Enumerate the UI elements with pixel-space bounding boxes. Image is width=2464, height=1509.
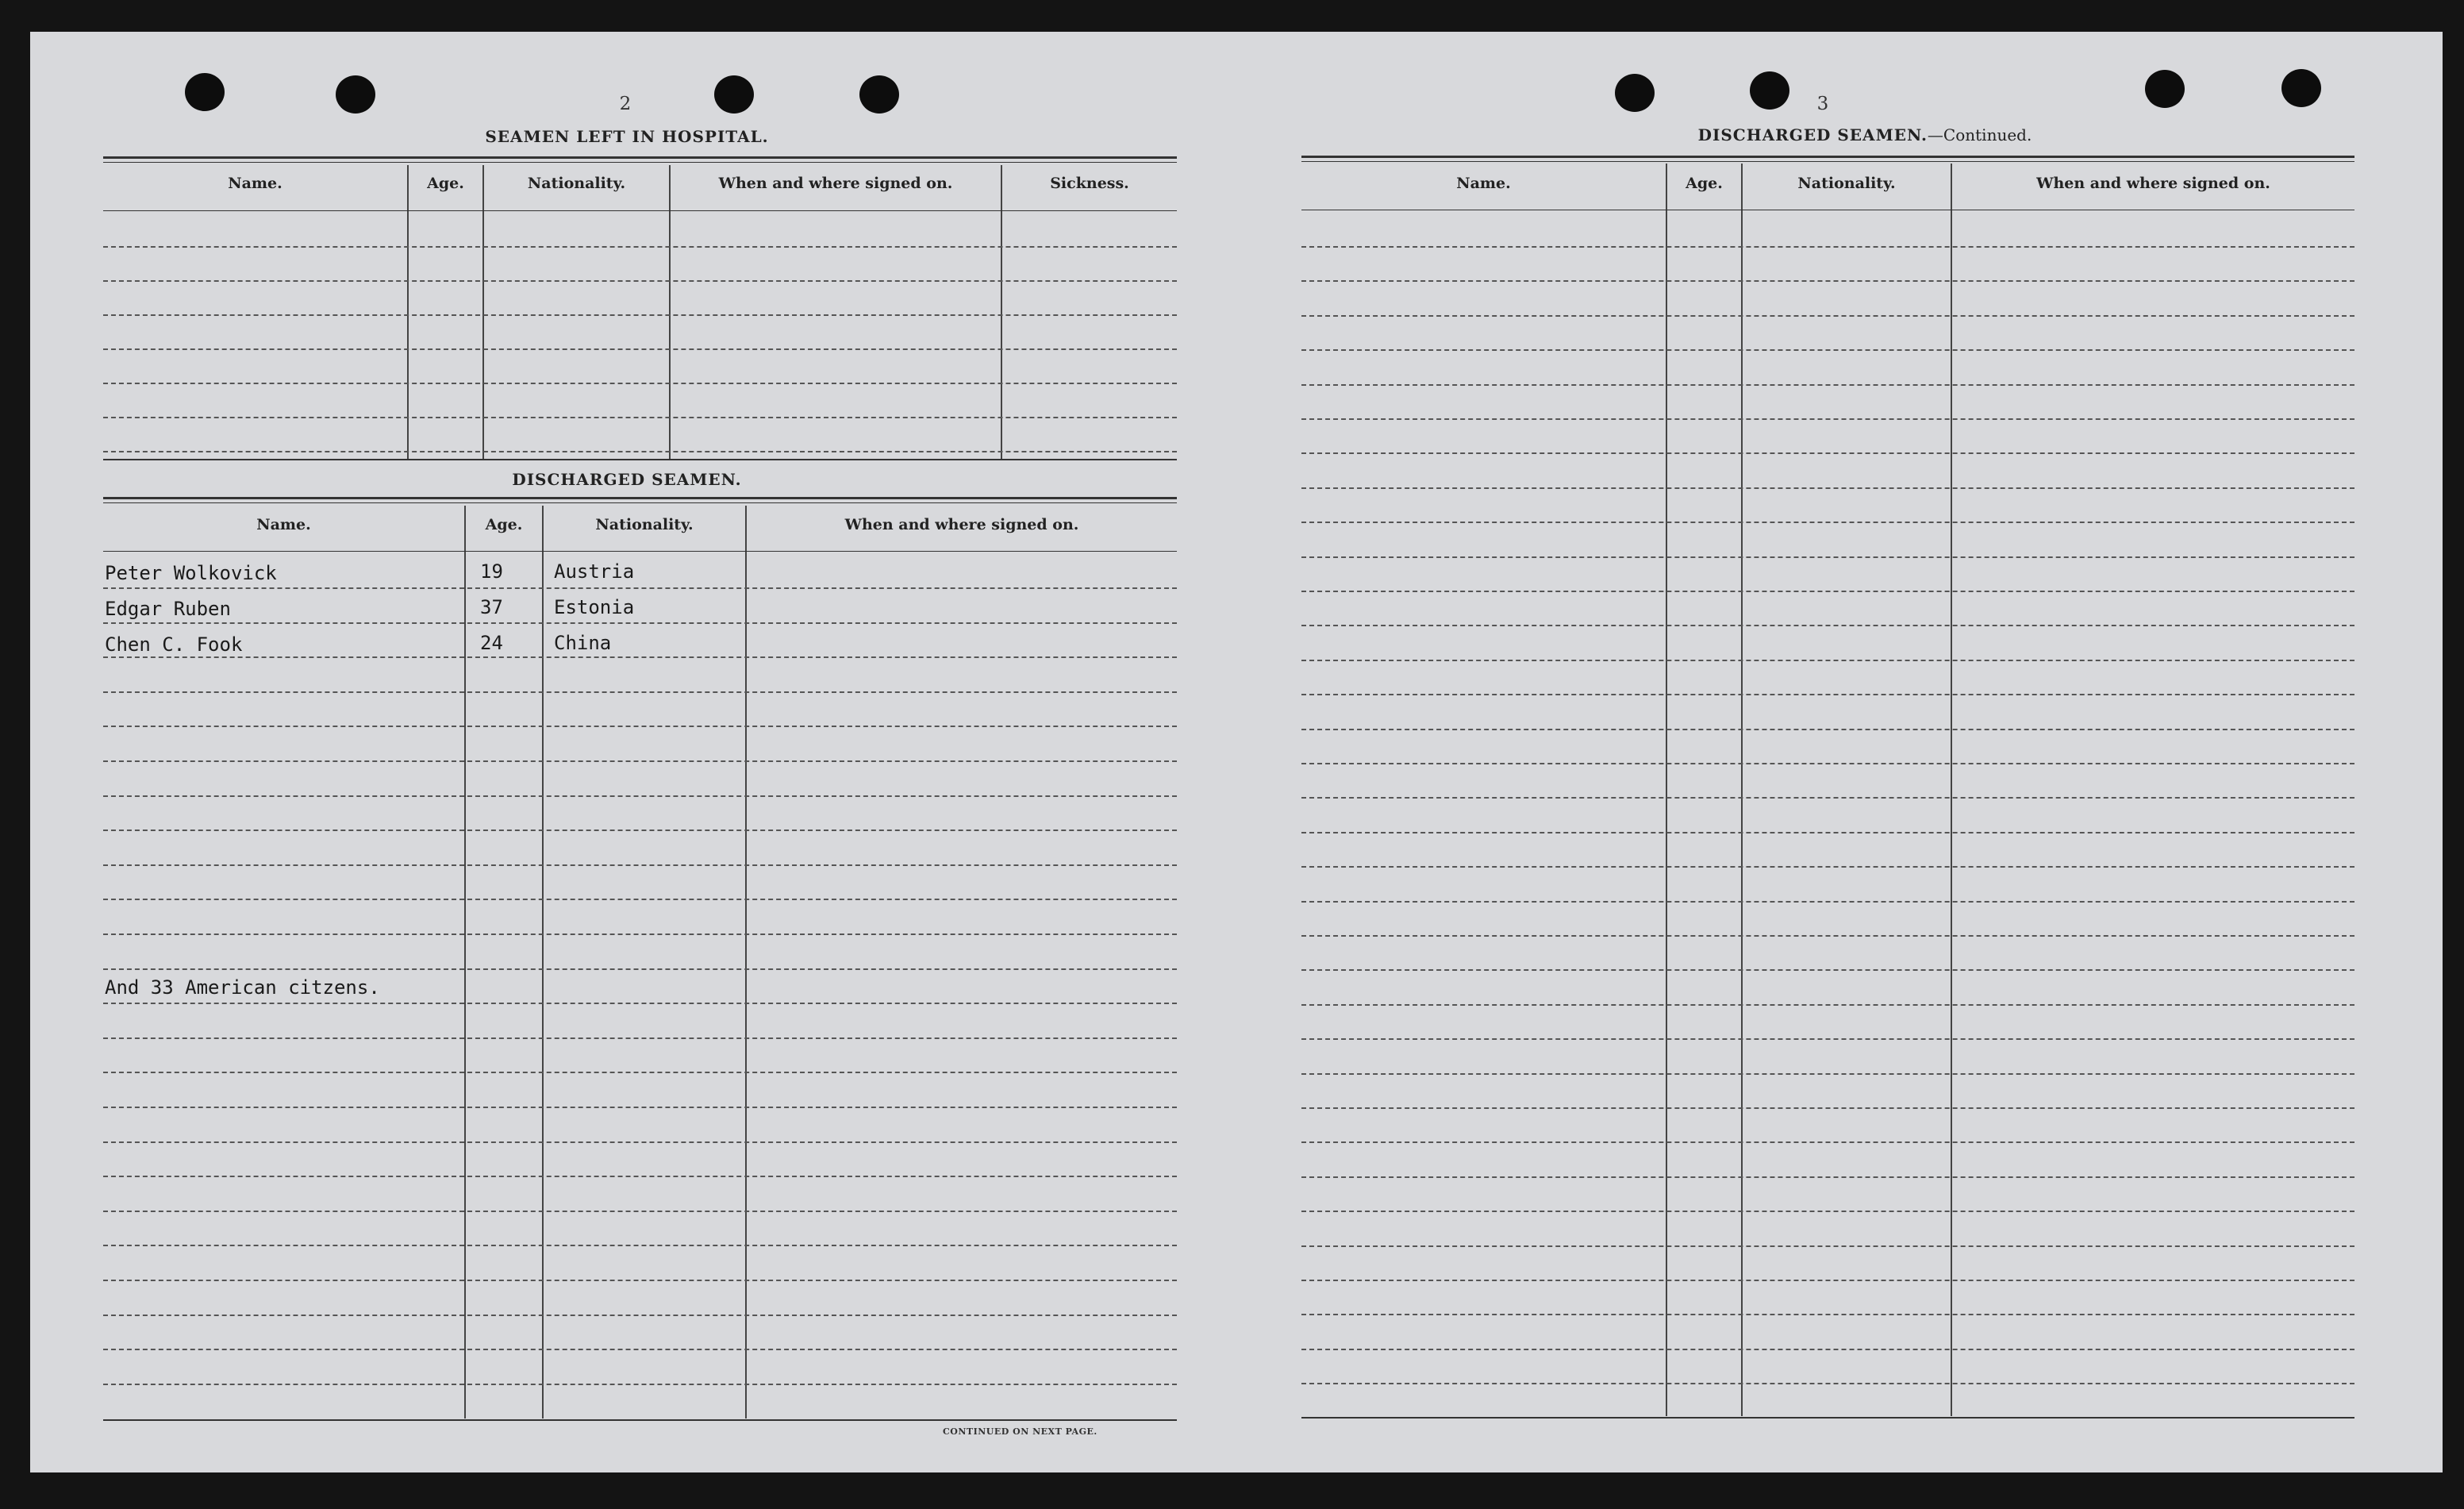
column-divider bbox=[407, 165, 409, 459]
dotted-row-line bbox=[103, 691, 1177, 693]
seaman-name: Peter Wolkovick bbox=[105, 562, 277, 584]
dotted-row-line bbox=[1301, 384, 2354, 386]
column-header-nationality: Nationality. bbox=[527, 175, 626, 192]
dotted-row-line bbox=[1301, 1383, 2354, 1384]
column-divider bbox=[745, 506, 747, 1419]
right-page bbox=[1228, 32, 2443, 1472]
dotted-row-line bbox=[1301, 315, 2354, 317]
table-top-rule bbox=[1301, 156, 2354, 158]
table-top-rule bbox=[103, 162, 1177, 163]
column-header-name: Name. bbox=[1456, 175, 1511, 192]
column-header-signed-on: When and where signed on. bbox=[718, 175, 953, 192]
continued-note: CONTINUED ON NEXT PAGE. bbox=[943, 1426, 1097, 1437]
seaman-age: 24 bbox=[480, 632, 503, 654]
dotted-row-line bbox=[1301, 522, 2354, 523]
seaman-nationality: Austria bbox=[554, 560, 635, 583]
dotted-row-line bbox=[1301, 1176, 2354, 1178]
dotted-row-line bbox=[103, 1384, 1177, 1385]
punch-hole bbox=[2145, 70, 2185, 108]
seaman-age: 19 bbox=[480, 560, 503, 583]
dotted-row-line bbox=[103, 1072, 1177, 1073]
dotted-row-line bbox=[103, 656, 1177, 658]
dotted-row-line bbox=[103, 246, 1177, 248]
dotted-row-line bbox=[1301, 694, 2354, 695]
seaman-nationality: Estonia bbox=[554, 596, 635, 618]
seaman-age: 37 bbox=[480, 596, 503, 618]
dotted-row-line bbox=[103, 314, 1177, 316]
dotted-row-line bbox=[103, 1349, 1177, 1350]
seaman-name: Edgar Ruben bbox=[105, 598, 231, 620]
dotted-row-line bbox=[1301, 1004, 2354, 1006]
dotted-row-line bbox=[103, 1245, 1177, 1246]
column-header-signed-on: When and where signed on. bbox=[2036, 175, 2270, 192]
left-page bbox=[30, 32, 1228, 1472]
dotted-row-line bbox=[103, 1315, 1177, 1316]
dotted-row-line bbox=[1301, 556, 2354, 558]
table-top-rule bbox=[103, 156, 1177, 159]
discharged-section-title: DISCHARGED SEAMEN. bbox=[512, 470, 742, 489]
column-header-name: Name. bbox=[228, 175, 283, 192]
column-header-age: Age. bbox=[427, 175, 464, 192]
punch-hole bbox=[336, 75, 375, 114]
table-top-rule bbox=[1301, 161, 2354, 162]
dotted-row-line bbox=[1301, 625, 2354, 626]
dotted-row-line bbox=[1301, 418, 2354, 420]
title-text: DISCHARGED SEAMEN. bbox=[1697, 125, 1928, 144]
dotted-row-line bbox=[1301, 452, 2354, 454]
dotted-row-line bbox=[1301, 935, 2354, 937]
page-number: 2 bbox=[619, 94, 632, 114]
dotted-row-line bbox=[1301, 280, 2354, 282]
column-header-age: Age. bbox=[1686, 175, 1723, 192]
dotted-row-line bbox=[103, 1280, 1177, 1281]
punch-hole bbox=[714, 75, 754, 114]
dotted-row-line bbox=[103, 864, 1177, 866]
column-divider bbox=[1001, 165, 1002, 459]
column-divider bbox=[482, 165, 484, 459]
dotted-row-line bbox=[1301, 969, 2354, 971]
dotted-row-line bbox=[1301, 797, 2354, 799]
column-divider bbox=[1741, 164, 1743, 1416]
column-divider bbox=[464, 506, 466, 1419]
dotted-row-line bbox=[103, 1211, 1177, 1212]
seaman-nationality: China bbox=[554, 632, 612, 654]
column-header-name: Name. bbox=[256, 516, 311, 533]
dotted-row-line bbox=[1301, 349, 2354, 351]
dotted-row-line bbox=[103, 383, 1177, 384]
dotted-row-line bbox=[1301, 1314, 2354, 1315]
dotted-row-line bbox=[103, 280, 1177, 282]
dotted-row-line bbox=[1301, 1245, 2354, 1247]
column-header-nationality: Nationality. bbox=[595, 516, 694, 533]
hospital-section-title: SEAMEN LEFT IN HOSPITAL. bbox=[485, 127, 769, 146]
dotted-row-line bbox=[1301, 1349, 2354, 1350]
table-bottom-rule bbox=[103, 459, 1177, 460]
punch-hole bbox=[1750, 71, 1789, 110]
dotted-row-line bbox=[1301, 1141, 2354, 1143]
column-divider bbox=[669, 165, 671, 459]
dotted-row-line bbox=[103, 1003, 1177, 1004]
header-underline bbox=[103, 210, 1177, 211]
dotted-row-line bbox=[1301, 832, 2354, 833]
table-bottom-rule bbox=[1301, 1417, 2354, 1419]
column-divider bbox=[542, 506, 544, 1419]
dotted-row-line bbox=[103, 1107, 1177, 1108]
discharged-continued-title bbox=[1301, 125, 2428, 144]
dotted-row-line bbox=[103, 451, 1177, 452]
dotted-row-line bbox=[1301, 1107, 2354, 1109]
dotted-row-line bbox=[103, 622, 1177, 624]
column-header-sickness: Sickness. bbox=[1050, 175, 1129, 192]
dotted-row-line bbox=[103, 1037, 1177, 1039]
dotted-row-line bbox=[103, 760, 1177, 762]
punch-hole bbox=[1615, 74, 1655, 112]
dotted-row-line bbox=[103, 968, 1177, 970]
dotted-row-line bbox=[1301, 901, 2354, 903]
column-header-age: Age. bbox=[485, 516, 523, 533]
dotted-row-line bbox=[1301, 1211, 2354, 1212]
dotted-row-line bbox=[103, 830, 1177, 831]
dotted-row-line bbox=[103, 899, 1177, 900]
dotted-row-line bbox=[103, 417, 1177, 418]
punch-hole bbox=[2281, 69, 2321, 107]
header-underline bbox=[103, 551, 1177, 552]
dotted-row-line bbox=[103, 795, 1177, 797]
dotted-row-line bbox=[1301, 1038, 2354, 1040]
table-bottom-rule bbox=[103, 1419, 1177, 1421]
dotted-row-line bbox=[103, 348, 1177, 350]
table-top-rule bbox=[103, 502, 1177, 503]
punch-hole bbox=[859, 75, 899, 114]
column-divider bbox=[1951, 164, 1952, 1416]
column-divider bbox=[1666, 164, 1667, 1416]
dotted-row-line bbox=[103, 587, 1177, 589]
citizens-note: And 33 American citzens. bbox=[105, 976, 380, 999]
dotted-row-line bbox=[1301, 866, 2354, 868]
dotted-row-line bbox=[103, 934, 1177, 935]
column-header-nationality: Nationality. bbox=[1797, 175, 1896, 192]
dotted-row-line bbox=[103, 1141, 1177, 1143]
dotted-row-line bbox=[1301, 487, 2354, 489]
dotted-row-line bbox=[1301, 729, 2354, 730]
seaman-name: Chen C. Fook bbox=[105, 633, 243, 656]
dotted-row-line bbox=[1301, 1280, 2354, 1281]
title-suffix: —Continued. bbox=[1927, 125, 2032, 144]
column-header-signed-on: When and where signed on. bbox=[844, 516, 1079, 533]
dotted-row-line bbox=[1301, 246, 2354, 248]
table-top-rule bbox=[103, 497, 1177, 499]
dotted-row-line bbox=[1301, 1073, 2354, 1075]
dotted-row-line bbox=[103, 726, 1177, 727]
dotted-row-line bbox=[103, 1176, 1177, 1177]
dotted-row-line bbox=[1301, 591, 2354, 592]
page-number: 3 bbox=[1816, 94, 1829, 114]
punch-hole bbox=[185, 73, 225, 111]
dotted-row-line bbox=[1301, 660, 2354, 661]
dotted-row-line bbox=[1301, 763, 2354, 764]
